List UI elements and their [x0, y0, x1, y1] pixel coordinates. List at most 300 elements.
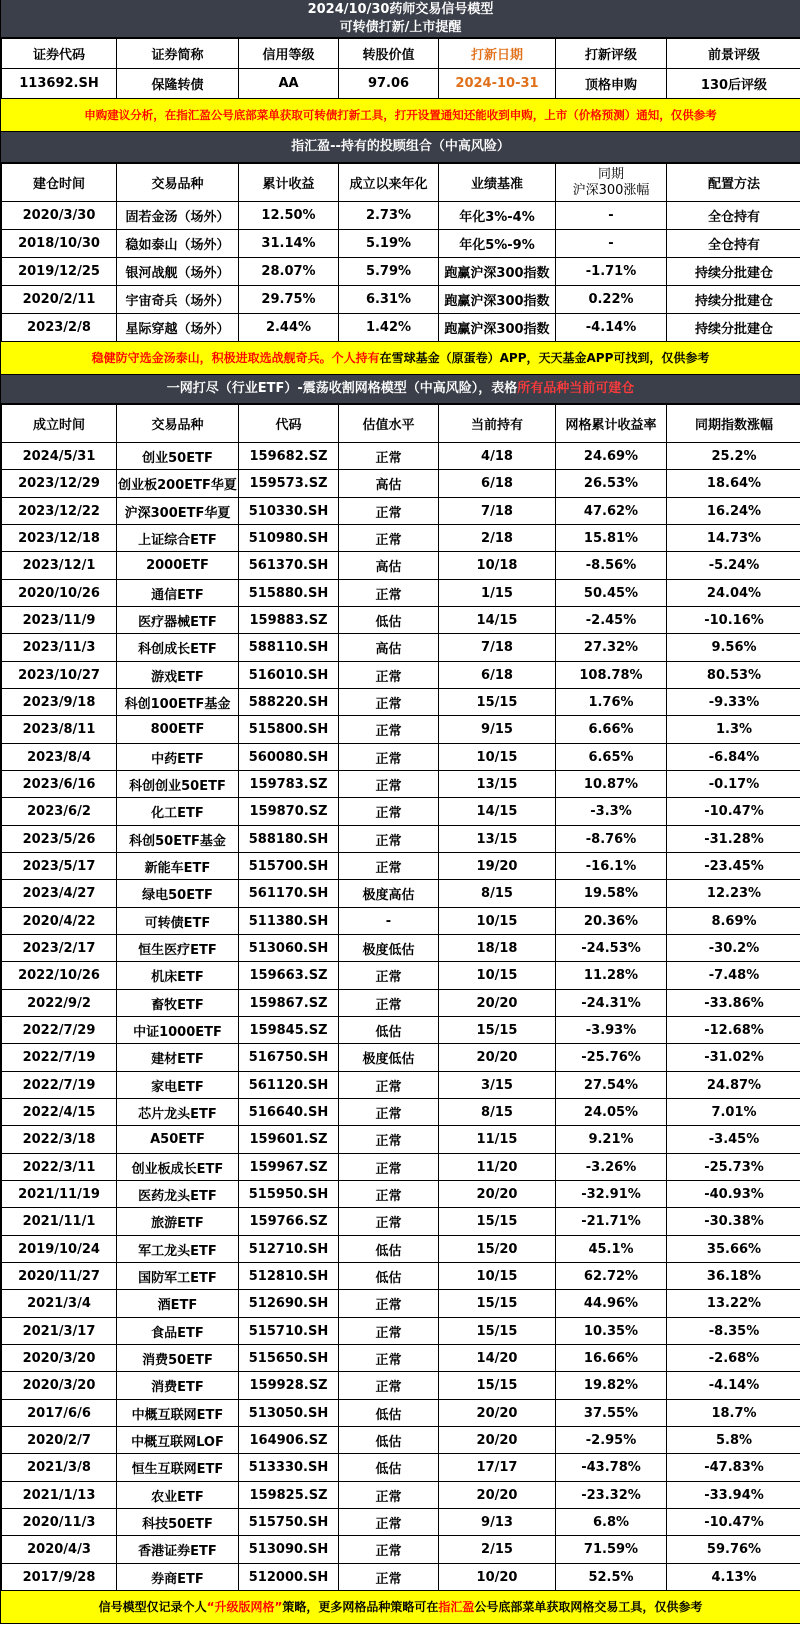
cell-index-change: 35.66%: [667, 1236, 800, 1263]
grid-row: [2, 1318, 800, 1345]
cell-index-change: -10.16%: [667, 607, 800, 634]
portfolio-col-header: 配置方法: [667, 164, 800, 202]
cell-grid-return: -23.32%: [556, 1482, 667, 1509]
portfolio-col-header: 业绩基准: [439, 164, 556, 202]
grid-header-row: [2, 405, 800, 443]
cell-grid-return: -3.26%: [556, 1154, 667, 1181]
cell-code: 560080.SH: [239, 744, 339, 771]
cell-code: 159766.SZ: [239, 1208, 339, 1236]
cell-start-date: 2023/8/4: [2, 744, 117, 771]
grid-row: [2, 1536, 800, 1564]
grid-row: [2, 1482, 800, 1509]
footer-text-3: 策略，更多网格品种策略可在: [282, 1600, 439, 1614]
cell-grid-return: 19.82%: [556, 1372, 667, 1400]
bond-table: [1, 38, 800, 99]
cell-index-change: 12.23%: [667, 880, 800, 908]
cell-code: 561170.SH: [239, 880, 339, 908]
bond-conversion-value: 97.06: [339, 69, 439, 99]
grid-row: [2, 826, 800, 853]
cell-annualized: 2.73%: [339, 202, 439, 230]
cell-index-change: 80.53%: [667, 662, 800, 689]
cell-index-change: 24.04%: [667, 580, 800, 607]
cell-grid-return: 108.78%: [556, 662, 667, 689]
cell-code: 159867.SZ: [239, 990, 339, 1017]
cell-code: 159928.SZ: [239, 1372, 339, 1400]
footer-text-5: 公号底部菜单获取网格交易工具，仅供参考: [474, 1600, 703, 1614]
cell-holding: 15/15: [439, 1372, 556, 1400]
cell-grid-return: 1.76%: [556, 689, 667, 716]
grid-row: [2, 935, 800, 962]
grid-row: [2, 716, 800, 744]
notice-portfolio: [1, 342, 800, 375]
cell-valuation: 正常: [339, 1072, 439, 1099]
cell-grid-return: 26.53%: [556, 470, 667, 498]
grid-row: [2, 771, 800, 798]
cell-holding: 20/20: [439, 1400, 556, 1427]
cell-valuation: 低估: [339, 1454, 439, 1482]
cell-build-date: 2018/10/30: [2, 230, 117, 258]
notice-portfolio-black: 在雪球基金（原蛋卷）APP，天天基金APP可找到，仅供参考: [379, 351, 710, 365]
portfolio-col-header-hs300: 同期 沪深300涨幅: [556, 164, 667, 202]
cell-allocation: 持续分批建仓: [667, 314, 800, 342]
cell-valuation: 正常: [339, 1181, 439, 1208]
cell-holding: 14/20: [439, 1345, 556, 1372]
cell-valuation: 正常: [339, 1154, 439, 1181]
portfolio-col-header: 交易品种: [117, 164, 239, 202]
cell-grid-return: 47.62%: [556, 498, 667, 525]
cell-valuation: 正常: [339, 525, 439, 552]
cell-valuation: 极度低估: [339, 935, 439, 962]
cell-product: A50ETF: [117, 1126, 239, 1154]
cell-product: 畜牧ETF: [117, 990, 239, 1017]
cell-code: 512690.SH: [239, 1290, 339, 1318]
cell-benchmark: 年化3%-4%: [439, 202, 556, 230]
cell-grid-return: 10.35%: [556, 1318, 667, 1345]
cell-holding: 11/15: [439, 1126, 556, 1154]
cell-start-date: 2023/12/1: [2, 552, 117, 580]
cell-cumulative-return: 12.50%: [239, 202, 339, 230]
cell-product: 科创100ETF基金: [117, 689, 239, 716]
cell-valuation: 正常: [339, 1290, 439, 1318]
cell-grid-return: -8.56%: [556, 552, 667, 580]
cell-index-change: -33.94%: [667, 1482, 800, 1509]
cell-start-date: 2023/2/17: [2, 935, 117, 962]
cell-grid-return: -24.31%: [556, 990, 667, 1017]
cell-index-change: 7.01%: [667, 1099, 800, 1126]
cell-start-date: 2024/5/31: [2, 443, 117, 470]
cell-index-change: -25.73%: [667, 1154, 800, 1181]
cell-code: 510980.SH: [239, 525, 339, 552]
grid-row: [2, 798, 800, 826]
cell-holding: 13/15: [439, 771, 556, 798]
cell-holding: 6/18: [439, 470, 556, 498]
cell-grid-return: 27.32%: [556, 634, 667, 662]
portfolio-row: [2, 286, 800, 314]
footer-text-1: 信号模型仅记录个人: [98, 1600, 207, 1614]
cell-index-change: -3.45%: [667, 1126, 800, 1154]
cell-holding: 20/20: [439, 990, 556, 1017]
cell-code: 513330.SH: [239, 1454, 339, 1482]
cell-grid-return: 37.55%: [556, 1400, 667, 1427]
cell-holding: 2/18: [439, 525, 556, 552]
cell-valuation: 正常: [339, 1372, 439, 1400]
cell-index-change: -31.02%: [667, 1044, 800, 1072]
bond-ipo-rating: 顶格申购: [556, 69, 667, 99]
cell-holding: 10/20: [439, 1564, 556, 1591]
cell-index-change: -47.83%: [667, 1454, 800, 1482]
cell-grid-return: -21.71%: [556, 1208, 667, 1236]
cell-product: 恒生医疗ETF: [117, 935, 239, 962]
cell-valuation: 极度高估: [339, 880, 439, 908]
cell-start-date: 2022/7/29: [2, 1017, 117, 1044]
grid-row: [2, 1454, 800, 1482]
cell-start-date: 2023/12/29: [2, 470, 117, 498]
cell-index-change: 9.56%: [667, 634, 800, 662]
portfolio-row: [2, 230, 800, 258]
cell-valuation: 正常: [339, 443, 439, 470]
cell-start-date: 2022/3/11: [2, 1154, 117, 1181]
cell-holding: 20/20: [439, 1181, 556, 1208]
cell-code: 513050.SH: [239, 1400, 339, 1427]
cell-valuation: 正常: [339, 1482, 439, 1509]
grid-col-header: 代码: [239, 405, 339, 443]
cell-holding: 7/18: [439, 498, 556, 525]
cell-start-date: 2020/4/22: [2, 908, 117, 935]
cell-code: 588110.SH: [239, 634, 339, 662]
grid-section-title-highlight: 所有品种当前可建仓: [517, 381, 635, 396]
cell-valuation: 正常: [339, 744, 439, 771]
cell-cumulative-return: 28.07%: [239, 258, 339, 286]
cell-grid-return: 6.66%: [556, 716, 667, 744]
cell-benchmark: 年化5%-9%: [439, 230, 556, 258]
cell-start-date: 2023/4/27: [2, 880, 117, 908]
cell-grid-return: -24.53%: [556, 935, 667, 962]
cell-product: 建材ETF: [117, 1044, 239, 1072]
cell-index-change: 59.76%: [667, 1536, 800, 1564]
grid-row: [2, 1208, 800, 1236]
cell-code: 512000.SH: [239, 1564, 339, 1591]
cell-allocation: 全仓持有: [667, 202, 800, 230]
cell-valuation: 正常: [339, 853, 439, 880]
grid-row: [2, 1017, 800, 1044]
cell-start-date: 2021/3/17: [2, 1318, 117, 1345]
cell-hs300-change: -: [556, 202, 667, 230]
cell-code: 515800.SH: [239, 716, 339, 744]
cell-hs300-change: -1.71%: [556, 258, 667, 286]
page-title-bar: [1, 0, 800, 38]
cell-product: 上证综合ETF: [117, 525, 239, 552]
grid-row: [2, 1263, 800, 1290]
cell-product: 消费ETF: [117, 1372, 239, 1400]
cell-code: 159845.SZ: [239, 1017, 339, 1044]
grid-table: [1, 404, 800, 1591]
cell-index-change: 16.24%: [667, 498, 800, 525]
portfolio-table: [1, 163, 800, 342]
cell-start-date: 2022/7/19: [2, 1072, 117, 1099]
portfolio-row: [2, 202, 800, 230]
cell-start-date: 2020/3/20: [2, 1372, 117, 1400]
cell-grid-return: -3.93%: [556, 1017, 667, 1044]
cell-start-date: 2020/11/3: [2, 1509, 117, 1536]
cell-product: 新能车ETF: [117, 853, 239, 880]
cell-code: 159663.SZ: [239, 962, 339, 990]
cell-product: 酒ETF: [117, 1290, 239, 1318]
cell-annualized: 6.31%: [339, 286, 439, 314]
cell-index-change: -40.93%: [667, 1181, 800, 1208]
cell-code: 159870.SZ: [239, 798, 339, 826]
cell-product: 中概互联网ETF: [117, 1400, 239, 1427]
cell-code: 515650.SH: [239, 1345, 339, 1372]
portfolio-col-header: 建仓时间: [2, 164, 117, 202]
cell-index-change: -5.24%: [667, 552, 800, 580]
cell-grid-return: 50.45%: [556, 580, 667, 607]
footer-text-4: 指汇盈: [438, 1600, 475, 1614]
portfolio-row: [2, 314, 800, 342]
cell-start-date: 2023/12/18: [2, 525, 117, 552]
grid-row: [2, 1154, 800, 1181]
cell-code: 159573.SZ: [239, 470, 339, 498]
cell-valuation: 正常: [339, 1564, 439, 1591]
cell-product: 中证1000ETF: [117, 1017, 239, 1044]
cell-code: 159601.SZ: [239, 1126, 339, 1154]
portfolio-col-header: 累计收益: [239, 164, 339, 202]
cell-start-date: 2021/11/19: [2, 1181, 117, 1208]
cell-holding: 15/15: [439, 689, 556, 716]
cell-grid-return: -8.76%: [556, 826, 667, 853]
cell-grid-return: 6.8%: [556, 1509, 667, 1536]
bond-rating: AA: [239, 69, 339, 99]
cell-holding: 14/15: [439, 798, 556, 826]
cell-product: 固若金汤（场外）: [117, 202, 239, 230]
cell-start-date: 2020/3/20: [2, 1345, 117, 1372]
cell-start-date: 2020/10/26: [2, 580, 117, 607]
cell-build-date: 2023/2/8: [2, 314, 117, 342]
cell-cumulative-return: 31.14%: [239, 230, 339, 258]
cell-product: 券商ETF: [117, 1564, 239, 1591]
cell-product: 宇宙奇兵（场外）: [117, 286, 239, 314]
cell-code: 516640.SH: [239, 1099, 339, 1126]
cell-code: 515750.SH: [239, 1509, 339, 1536]
cell-valuation: 高估: [339, 634, 439, 662]
cell-start-date: 2022/10/26: [2, 962, 117, 990]
cell-start-date: 2020/4/3: [2, 1536, 117, 1564]
grid-row: [2, 1126, 800, 1154]
grid-row: [2, 580, 800, 607]
cell-product: 机床ETF: [117, 962, 239, 990]
cell-valuation: 极度低估: [339, 1044, 439, 1072]
cell-valuation: 正常: [339, 798, 439, 826]
cell-valuation: 低估: [339, 607, 439, 634]
cell-product: 家电ETF: [117, 1072, 239, 1099]
grid-row: [2, 962, 800, 990]
cell-valuation: 正常: [339, 1126, 439, 1154]
cell-benchmark: 跑赢沪深300指数: [439, 314, 556, 342]
grid-row: [2, 1072, 800, 1099]
cell-cumulative-return: 2.44%: [239, 314, 339, 342]
cell-index-change: -8.35%: [667, 1318, 800, 1345]
grid-body: [2, 443, 800, 1591]
cell-holding: 6/18: [439, 662, 556, 689]
grid-row: [2, 1044, 800, 1072]
cell-index-change: -23.45%: [667, 853, 800, 880]
cell-product: 科创50ETF基金: [117, 826, 239, 853]
cell-grid-return: 71.59%: [556, 1536, 667, 1564]
cell-start-date: 2021/3/4: [2, 1290, 117, 1318]
grid-row: [2, 1345, 800, 1372]
cell-index-change: 14.73%: [667, 525, 800, 552]
cell-valuation: 低估: [339, 1236, 439, 1263]
footer-text-2: “升级版网格”: [206, 1600, 283, 1614]
cell-code: 513060.SH: [239, 935, 339, 962]
cell-holding: 20/20: [439, 1044, 556, 1072]
cell-holding: 15/15: [439, 1017, 556, 1044]
cell-grid-return: 15.81%: [556, 525, 667, 552]
cell-index-change: 18.7%: [667, 1400, 800, 1427]
grid-row: [2, 1372, 800, 1400]
cell-code: 164906.SZ: [239, 1427, 339, 1454]
cell-holding: 10/15: [439, 908, 556, 935]
cell-holding: 10/18: [439, 552, 556, 580]
cell-product: 创业50ETF: [117, 443, 239, 470]
cell-start-date: 2020/11/27: [2, 1263, 117, 1290]
cell-holding: 2/15: [439, 1536, 556, 1564]
cell-product: 中概互联网LOF: [117, 1427, 239, 1454]
cell-code: 516750.SH: [239, 1044, 339, 1072]
cell-start-date: 2023/6/16: [2, 771, 117, 798]
cell-start-date: 2023/8/11: [2, 716, 117, 744]
cell-grid-return: 9.21%: [556, 1126, 667, 1154]
cell-code: 588220.SH: [239, 689, 339, 716]
cell-code: 515710.SH: [239, 1318, 339, 1345]
cell-annualized: 1.42%: [339, 314, 439, 342]
cell-code: 513090.SH: [239, 1536, 339, 1564]
grid-row: [2, 1236, 800, 1263]
grid-row: [2, 498, 800, 525]
grid-row: [2, 1099, 800, 1126]
cell-code: 510330.SH: [239, 498, 339, 525]
cell-start-date: 2022/7/19: [2, 1044, 117, 1072]
cell-product: 星际穿越（场外）: [117, 314, 239, 342]
cell-hs300-change: 0.22%: [556, 286, 667, 314]
grid-row: [2, 908, 800, 935]
cell-grid-return: 20.36%: [556, 908, 667, 935]
grid-row: [2, 662, 800, 689]
cell-valuation: 正常: [339, 1536, 439, 1564]
cell-product: 800ETF: [117, 716, 239, 744]
grid-col-header: 交易品种: [117, 405, 239, 443]
bond-col-header: 打新评级: [556, 39, 667, 69]
cell-valuation: 正常: [339, 962, 439, 990]
grid-col-header: 估值水平: [339, 405, 439, 443]
cell-grid-return: -2.95%: [556, 1427, 667, 1454]
cell-holding: 9/15: [439, 716, 556, 744]
cell-build-date: 2019/12/25: [2, 258, 117, 286]
cell-product: 可转债ETF: [117, 908, 239, 935]
cell-product: 银河战舰（场外）: [117, 258, 239, 286]
cell-holding: 8/15: [439, 1099, 556, 1126]
portfolio-body: [2, 202, 800, 342]
cell-index-change: -2.68%: [667, 1345, 800, 1372]
cell-valuation: 低估: [339, 1017, 439, 1044]
cell-product: 医药龙头ETF: [117, 1181, 239, 1208]
grid-section-title-text: 一网打尽（行业ETF）-震荡收割网格模型（中高风险），表格: [166, 381, 518, 396]
bond-col-header: 信用等级: [239, 39, 339, 69]
cell-index-change: -7.48%: [667, 962, 800, 990]
cell-holding: 7/18: [439, 634, 556, 662]
cell-code: 159883.SZ: [239, 607, 339, 634]
grid-row: [2, 880, 800, 908]
cell-holding: 1/15: [439, 580, 556, 607]
cell-grid-return: -32.91%: [556, 1181, 667, 1208]
cell-grid-return: 6.65%: [556, 744, 667, 771]
cell-holding: 15/15: [439, 1290, 556, 1318]
cell-index-change: -0.17%: [667, 771, 800, 798]
portfolio-header-row: [2, 164, 800, 202]
cell-code: 516010.SH: [239, 662, 339, 689]
cell-product: 通信ETF: [117, 580, 239, 607]
cell-holding: 19/20: [439, 853, 556, 880]
grid-col-header: 当前持有: [439, 405, 556, 443]
cell-index-change: -12.68%: [667, 1017, 800, 1044]
cell-grid-return: -2.45%: [556, 607, 667, 634]
cell-holding: 15/15: [439, 1208, 556, 1236]
cell-product: 科技50ETF: [117, 1509, 239, 1536]
cell-hs300-change: -4.14%: [556, 314, 667, 342]
cell-benchmark: 跑赢沪深300指数: [439, 286, 556, 314]
bond-name: 保隆转债: [117, 69, 239, 99]
cell-holding: 11/20: [439, 1154, 556, 1181]
cell-index-change: 13.22%: [667, 1290, 800, 1318]
cell-code: 512710.SH: [239, 1236, 339, 1263]
cell-product: 农业ETF: [117, 1482, 239, 1509]
grid-row: [2, 443, 800, 470]
cell-start-date: 2023/11/3: [2, 634, 117, 662]
cell-index-change: -10.47%: [667, 798, 800, 826]
grid-row: [2, 470, 800, 498]
cell-grid-return: 19.58%: [556, 880, 667, 908]
cell-code: 512810.SH: [239, 1263, 339, 1290]
cell-index-change: -9.33%: [667, 689, 800, 716]
grid-section-title: [1, 375, 800, 404]
cell-annualized: 5.79%: [339, 258, 439, 286]
cell-valuation: 低估: [339, 1400, 439, 1427]
cell-code: 561120.SH: [239, 1072, 339, 1099]
cell-grid-return: -16.1%: [556, 853, 667, 880]
cell-product: 化工ETF: [117, 798, 239, 826]
cell-valuation: 正常: [339, 1509, 439, 1536]
cell-product: 2000ETF: [117, 552, 239, 580]
cell-product: 旅游ETF: [117, 1208, 239, 1236]
cell-index-change: 18.64%: [667, 470, 800, 498]
cell-grid-return: -43.78%: [556, 1454, 667, 1482]
cell-holding: 10/15: [439, 1263, 556, 1290]
cell-code: 588180.SH: [239, 826, 339, 853]
cell-build-date: 2020/3/30: [2, 202, 117, 230]
grid-row: [2, 744, 800, 771]
grid-row: [2, 1400, 800, 1427]
cell-product: 消费50ETF: [117, 1345, 239, 1372]
cell-index-change: -30.38%: [667, 1208, 800, 1236]
cell-valuation: 高估: [339, 470, 439, 498]
grid-row: [2, 1509, 800, 1536]
cell-start-date: 2021/1/13: [2, 1482, 117, 1509]
cell-product: 军工龙头ETF: [117, 1236, 239, 1263]
cell-grid-return: 27.54%: [556, 1072, 667, 1099]
cell-start-date: 2023/6/2: [2, 798, 117, 826]
portfolio-row: [2, 258, 800, 286]
cell-index-change: 36.18%: [667, 1263, 800, 1290]
cell-grid-return: 10.87%: [556, 771, 667, 798]
